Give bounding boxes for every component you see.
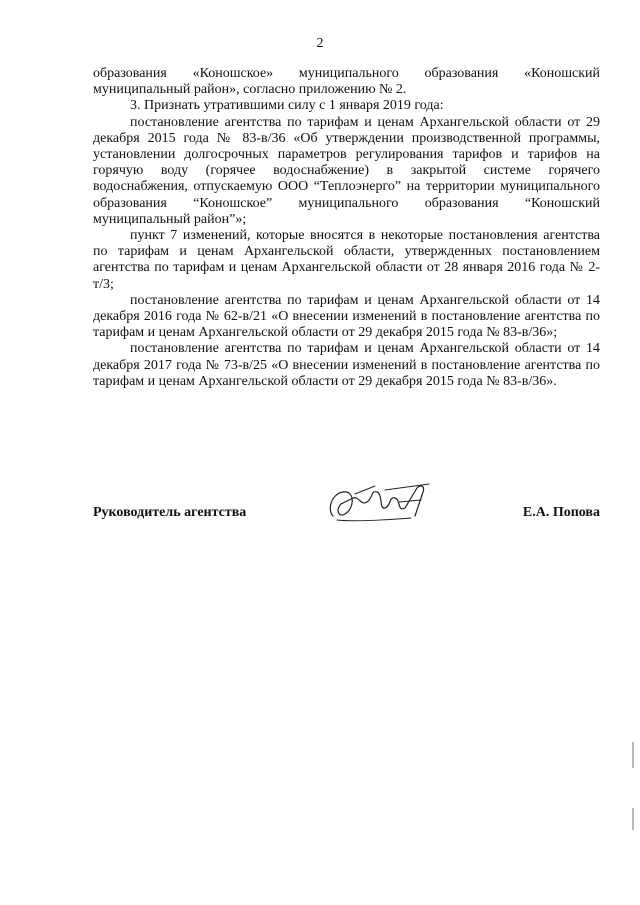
- paragraph-item-3: 3. Признать утратившими силу с 1 января 2019 года:: [130, 98, 444, 114]
- edge-artifact: [632, 808, 634, 830]
- page-number: 2: [316, 36, 324, 51]
- document-body: [93, 66, 600, 390]
- edge-artifact: [632, 742, 634, 768]
- signer-name: Е.А. Попова: [522, 505, 600, 520]
- paragraph-repealed-3: постановление агентства по тарифам и ценам Архангельской области от 14 декабря 2016 года № 62-в/21 «О внесении изменений в постановление агентства по тарифам и ценам Архангельской области от 29 декабря 2015 года № 83-в/36»;: [93, 292, 600, 341]
- handwritten-signature: [325, 480, 437, 526]
- signer-title: Руководитель агентства: [93, 505, 247, 520]
- signature-block: [93, 478, 600, 538]
- paragraph-repealed-2: пункт 7 изменений, которые вносятся в некоторые постановления агентства по тарифам и ценам Архангельской области, утвержденных постановлением агентства по тарифам и ценам Архангельской области от 28 января 2016 года № 2-т/3;: [93, 228, 600, 292]
- paragraph-continuation: образования «Коношское» муниципального образования «Коношский муниципальный район», согласно приложению № 2.: [93, 66, 600, 98]
- paragraph-repealed-4: постановление агентства по тарифам и ценам Архангельской области от 14 декабря 2017 года № 73-в/25 «О внесении изменений в постановление агентства по тарифам и ценам Архангельской области от 29 декабря 2015 года № 83-в/36».: [93, 341, 600, 389]
- paragraph-repealed-1: постановление агентства по тарифам и ценам Архангельской области от 29 декабря 2015 года № 83-в/36 «Об утверждении производственной программы, установлении долгосрочных параметров регулирования тарифов и тарифов на горячую воду (горячее водоснабжение) в закрытой системе горячего водоснабжения, отпускаемую ООО “Теплоэнерго” на территории муниципального образования “Коношское” муниципального образования “Коношский муниципальный район”»;: [93, 114, 600, 227]
